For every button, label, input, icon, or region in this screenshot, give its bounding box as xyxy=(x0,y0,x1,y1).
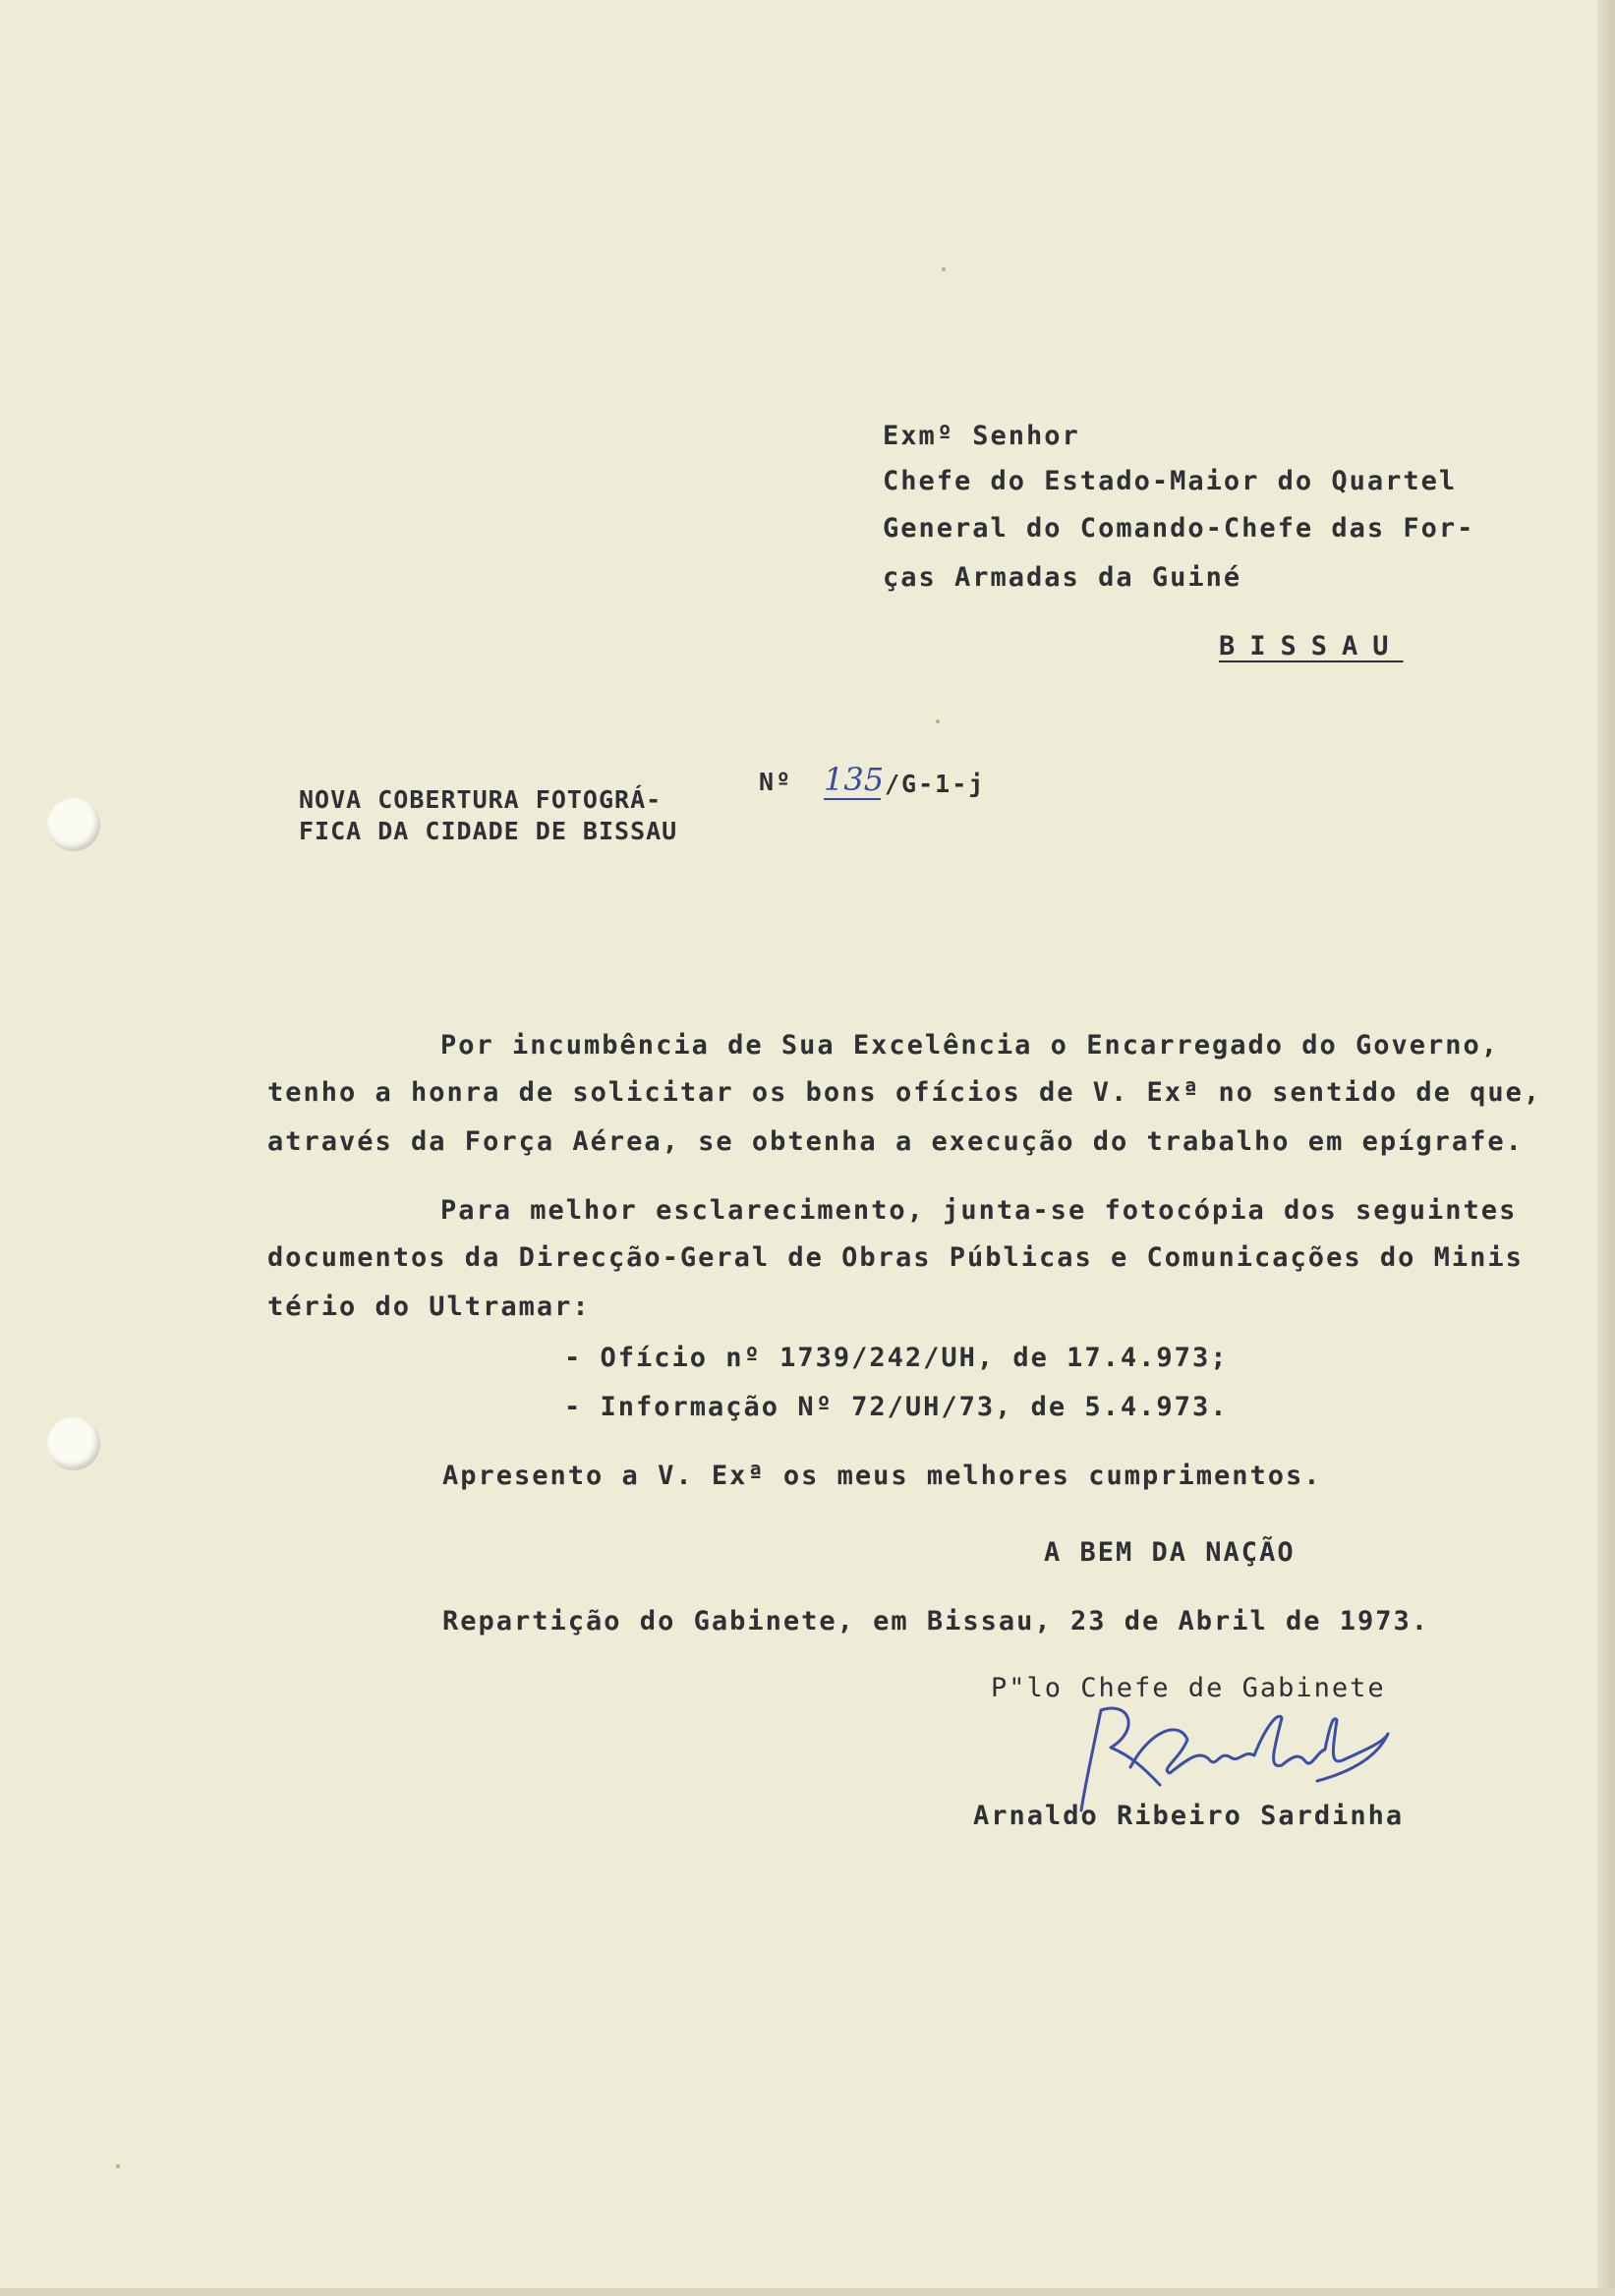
recipient-salutation: Exmº Senhor xyxy=(883,421,1080,451)
subject-line-2: FICA DA CIDADE DE BISSAU xyxy=(299,817,678,845)
recipient-line-3: General do Comando-Chefe das For- xyxy=(883,513,1475,544)
page-bottom-shadow xyxy=(0,2288,1615,2296)
recipient-city: BISSAU xyxy=(1219,631,1404,661)
body-p1-line-3: através da Força Aérea, se obtenha a execução do trabalho em epígrafe. xyxy=(267,1126,1524,1157)
paper-speck xyxy=(936,719,940,723)
subject-line-1: NOVA COBERTURA FOTOGRÁ- xyxy=(299,785,663,814)
signatory-on-behalf: P"lo Chefe de Gabinete xyxy=(991,1673,1386,1703)
motto: A BEM DA NAÇÃO xyxy=(1044,1537,1296,1568)
place-date: Repartição do Gabinete, em Bissau, 23 de Abril de 1973. xyxy=(442,1606,1430,1636)
body-p2-line-3: tério do Ultramar: xyxy=(267,1292,591,1322)
punch-hole-bottom xyxy=(47,1417,100,1470)
recipient-line-2: Chefe do Estado-Maior do Quartel xyxy=(883,466,1458,496)
body-p2-line-2: documentos da Direcção-Geral de Obras Públicas e Comunicações do Minis xyxy=(267,1242,1524,1273)
signatory-name: Arnaldo Ribeiro Sardinha xyxy=(973,1801,1405,1831)
body-p2-line-1: Para melhor esclarecimento, junta-se fotocópia dos seguintes xyxy=(440,1195,1518,1226)
reference-suffix: /G-1-j xyxy=(885,770,986,798)
closing-line: Apresento a V. Exª os meus melhores cumprimentos. xyxy=(442,1461,1322,1491)
attachment-item-1: - Ofício nº 1739/242/UH, de 17.4.973; xyxy=(564,1343,1229,1373)
handwritten-signature xyxy=(1071,1691,1396,1818)
page-edge-shadow xyxy=(1597,0,1615,2296)
body-p1-line-1: Por incumbência de Sua Excelência o Encarregado do Governo, xyxy=(440,1030,1500,1061)
paper-speck xyxy=(116,2164,120,2168)
reference-number: 135 xyxy=(824,761,885,798)
recipient-line-4: ças Armadas da Guiné xyxy=(883,562,1242,593)
paper-speck xyxy=(942,267,946,271)
reference-prefix: Nº xyxy=(759,768,793,796)
punch-hole-top xyxy=(47,798,100,851)
attachment-item-2: - Informação Nº 72/UH/73, de 5.4.973. xyxy=(564,1392,1229,1422)
body-p1-line-2: tenho a honra de solicitar os bons ofícios de V. Exª no sentido de que, xyxy=(267,1077,1542,1108)
